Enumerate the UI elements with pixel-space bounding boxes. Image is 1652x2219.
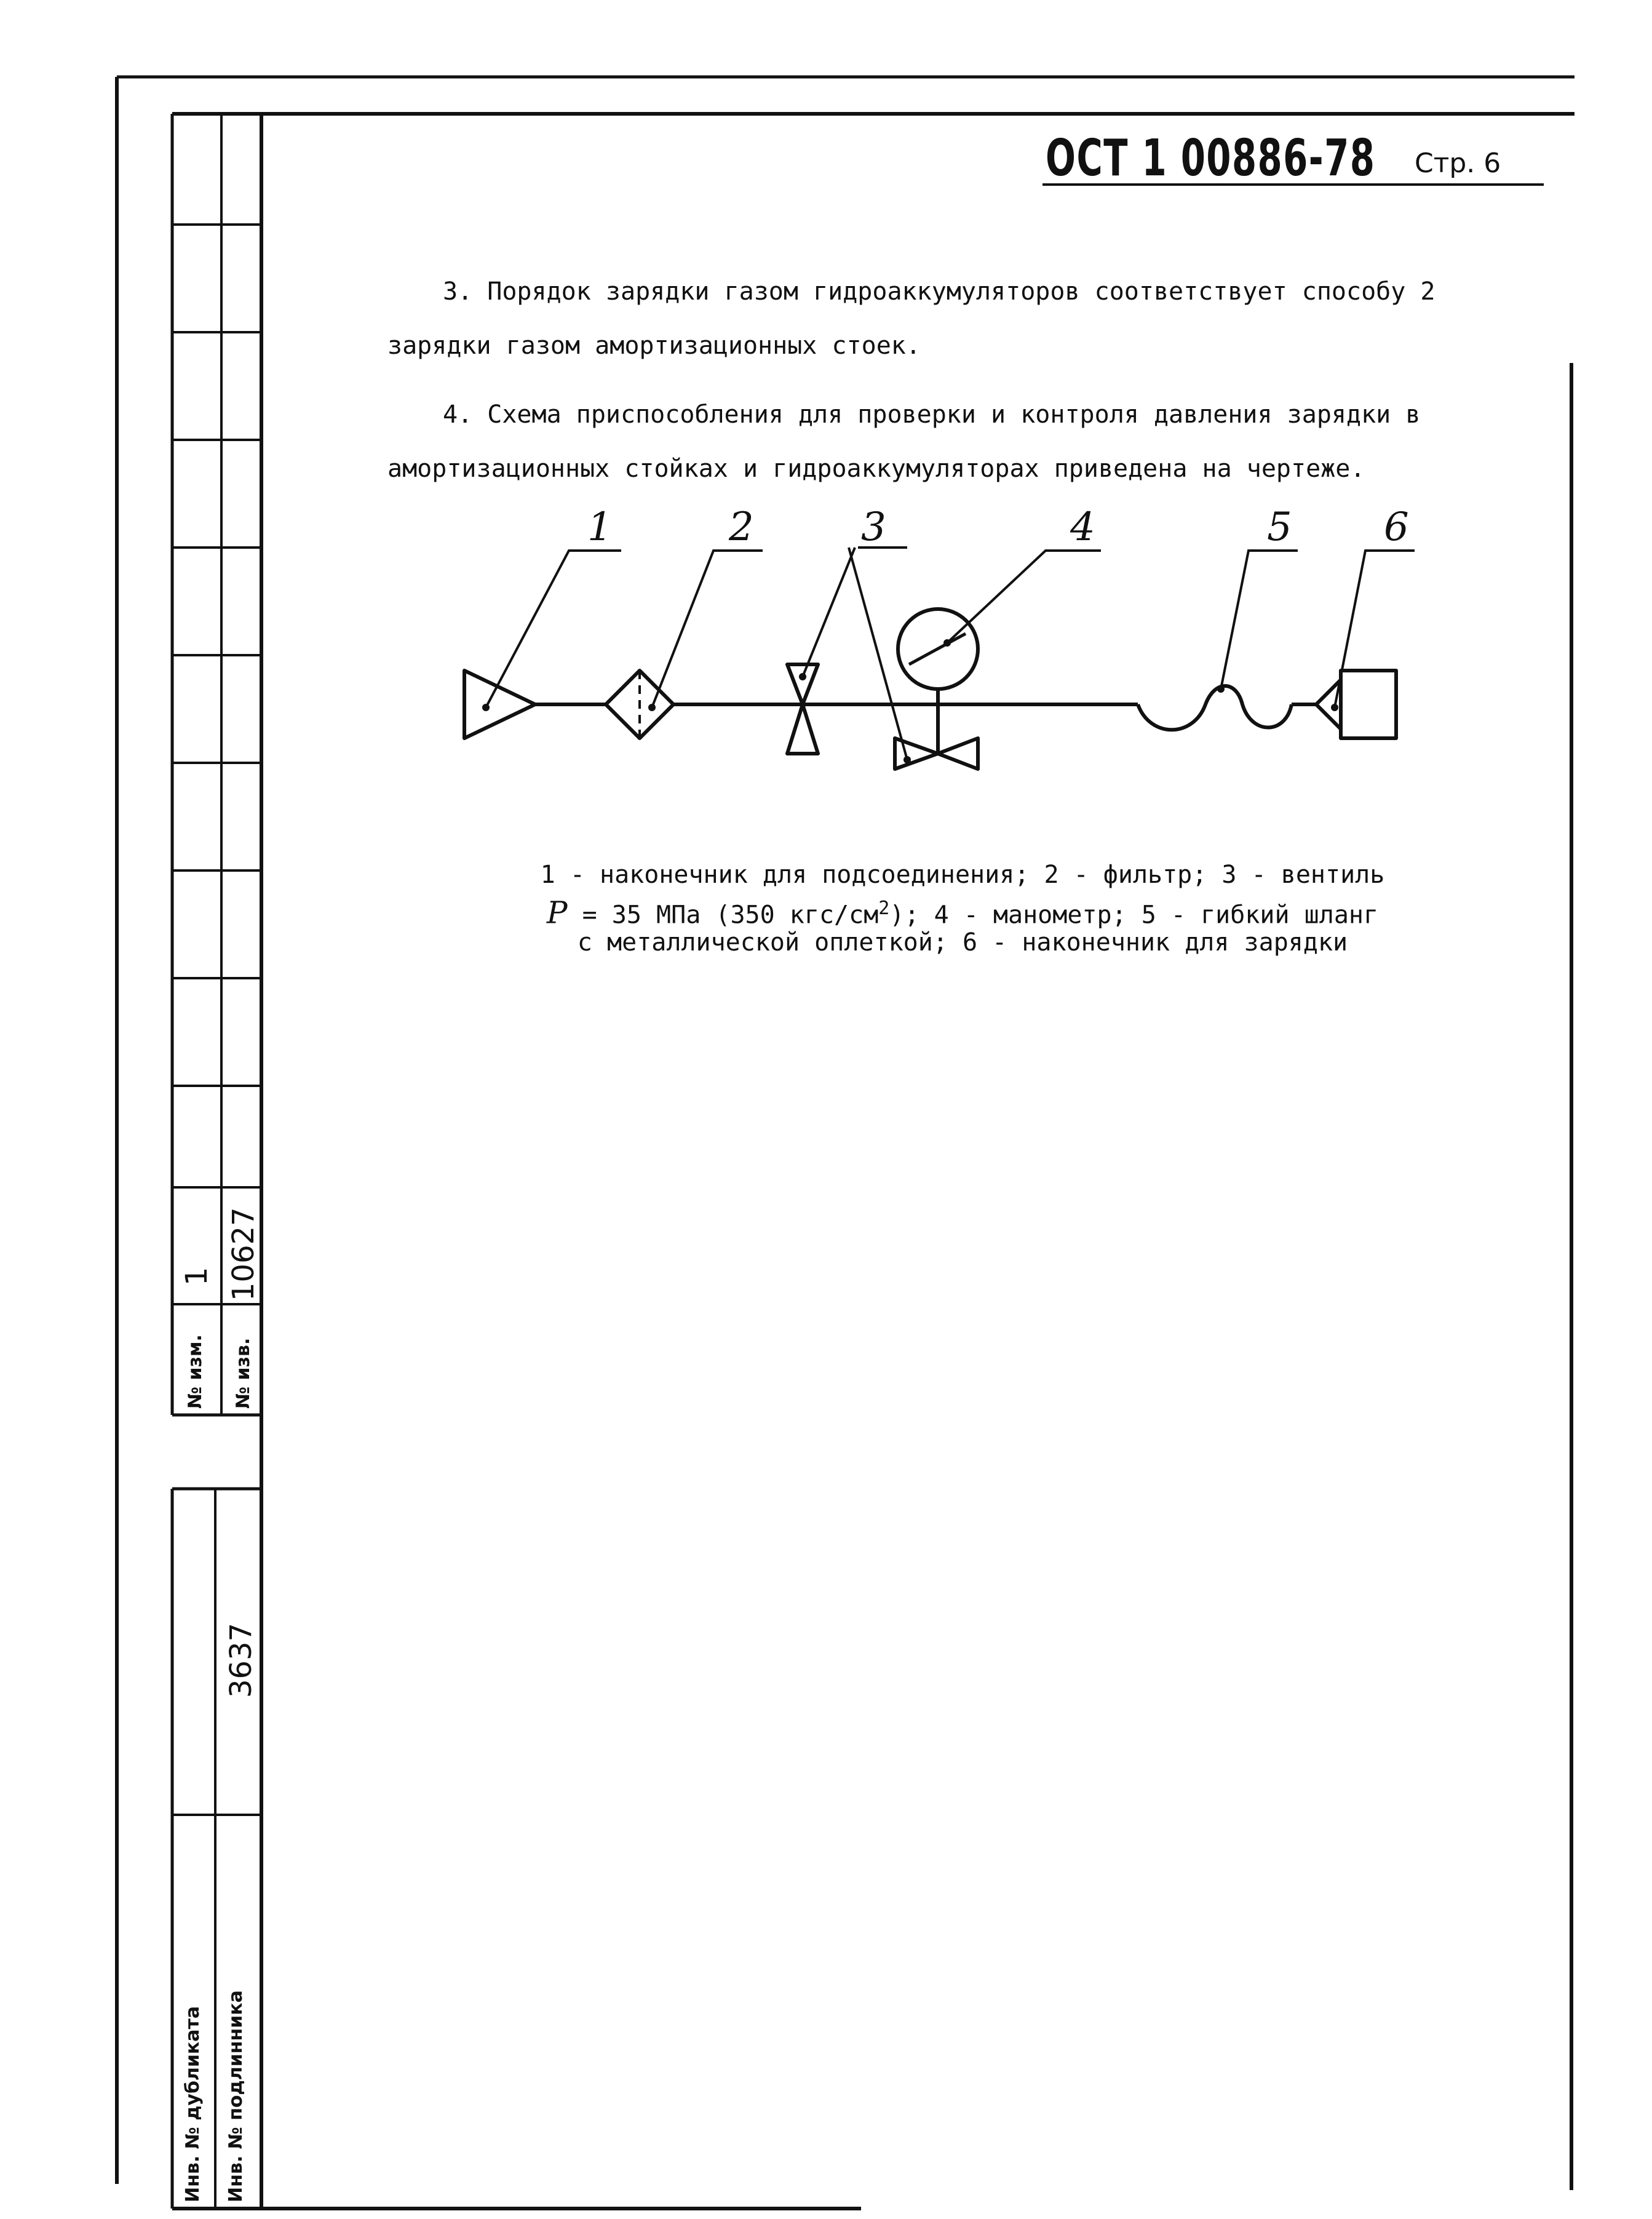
- pressure-symbol: P: [546, 894, 568, 931]
- change-number-label: № изм.: [185, 1334, 206, 1409]
- paragraph-3: 3. Порядок зарядки газом гидроаккумуляторов соответствует способу 2 зарядки газом амортизационных стоек.: [387, 277, 1436, 360]
- change-number-value: 1: [180, 1267, 214, 1286]
- caption-line-2: P = 35 МПа (350 кгс/$см^2$); 4 - манометр; 5 - гибкий шланг: [546, 894, 1379, 931]
- document-code: ОСТ 1 00886-78: [1046, 129, 1376, 188]
- label-6: 6: [1384, 504, 1409, 550]
- caption-line-1: 1 - наконечник для подсоединения; 2 - фильтр; 3 - вентиль: [540, 861, 1385, 889]
- caption-line-3: с металлической оплеткой; 6 - наконечник для зарядки: [577, 928, 1348, 957]
- valve-symbol-a: [787, 664, 818, 704]
- original-inventory-value: 3637: [224, 1622, 258, 1698]
- paragraph-4: 4. Схема приспособления для проверки и контроля давления зарядки в амортизационных стойках и гидроаккумуляторах приведена на чертеже.: [387, 400, 1421, 483]
- duplicate-inventory-label: Инв. № дубликата: [182, 2006, 204, 2202]
- page-number: Стр. 6: [1415, 148, 1501, 179]
- label-1: 1: [587, 504, 613, 550]
- notice-number-label: № изв.: [232, 1337, 254, 1409]
- label-3: 3: [861, 504, 886, 550]
- notice-number-value: 10627: [226, 1207, 261, 1301]
- charging-tip-symbol: [1316, 680, 1341, 729]
- label-5: 5: [1267, 504, 1292, 550]
- original-inventory-label: Инв. № подлинника: [225, 1990, 247, 2202]
- label-2: 2: [729, 504, 754, 550]
- label-4: 4: [1070, 504, 1095, 550]
- flexible-hose-symbol: [1138, 686, 1292, 730]
